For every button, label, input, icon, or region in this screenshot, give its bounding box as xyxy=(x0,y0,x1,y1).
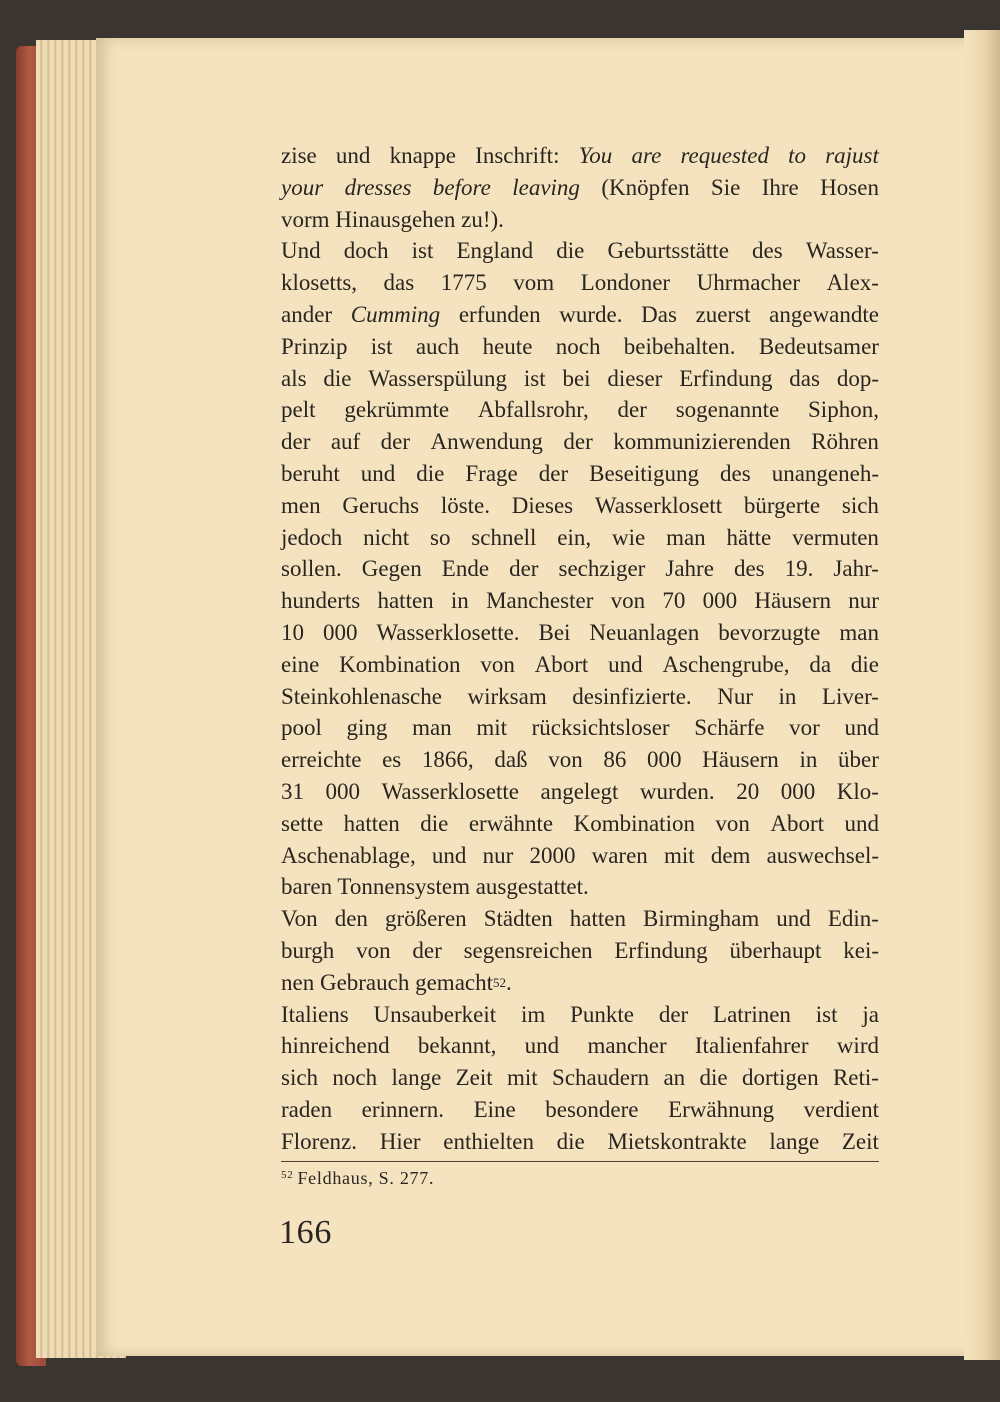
word: mit xyxy=(507,1065,538,1091)
word: Wasserspülung xyxy=(368,365,508,391)
text-line xyxy=(281,840,879,872)
word: die xyxy=(420,810,449,836)
word: auch xyxy=(415,333,460,359)
word: Nur xyxy=(717,683,753,709)
text-line xyxy=(281,235,879,267)
text-segment: baren Tonnensystem ausgestattet. xyxy=(281,874,589,900)
word: daß xyxy=(494,747,528,773)
word: ja xyxy=(862,1001,879,1027)
word: der xyxy=(509,556,539,582)
word: rücksichtsloser xyxy=(531,715,670,741)
footnote-rule xyxy=(281,1161,879,1162)
text-line xyxy=(281,1030,879,1062)
word: die xyxy=(323,365,352,391)
word: Abort xyxy=(770,810,825,836)
word: Kombination xyxy=(573,810,695,836)
word: Hier xyxy=(379,1128,421,1154)
word: Von xyxy=(281,906,318,932)
word: 000 xyxy=(325,778,361,804)
word: Siphon, xyxy=(808,397,879,423)
text-line xyxy=(281,426,879,458)
word: Italiens xyxy=(281,1001,349,1027)
text-line xyxy=(281,712,879,744)
word: eine xyxy=(281,651,320,677)
word: der xyxy=(380,429,411,455)
text-line xyxy=(281,808,879,840)
word: nur xyxy=(848,588,879,614)
word: dem xyxy=(710,842,751,868)
word: Sie xyxy=(710,174,741,200)
word: Städten xyxy=(483,906,553,932)
word: Bedeutsamer xyxy=(758,333,879,359)
text-line xyxy=(281,522,879,554)
word: Abort xyxy=(534,651,589,677)
word: das xyxy=(383,270,415,296)
word: Cumming xyxy=(350,301,441,327)
word: Erwähnung xyxy=(668,1096,775,1122)
word: Geruchs xyxy=(342,492,420,518)
word: You xyxy=(578,143,613,168)
word: sogenannte xyxy=(675,397,780,423)
word: bevorzugte xyxy=(718,619,821,645)
word: wie xyxy=(612,524,646,550)
word: und xyxy=(335,143,371,168)
word: Beseitigung xyxy=(589,460,700,486)
word: doch xyxy=(343,238,389,264)
text-line xyxy=(281,267,879,299)
word: der xyxy=(538,460,569,486)
word: Neuanlagen xyxy=(589,619,700,645)
word: das xyxy=(789,365,820,391)
word: noch xyxy=(555,333,601,359)
word: hatten xyxy=(377,588,434,614)
text-line xyxy=(281,363,879,395)
footnote-text: Feldhaus, S. 277. xyxy=(297,1168,435,1188)
word: heute xyxy=(482,333,533,359)
word: Inschrift: xyxy=(475,143,560,168)
word: man xyxy=(412,715,452,741)
word: die xyxy=(556,238,585,264)
word: Häusern xyxy=(702,747,779,773)
word: von xyxy=(480,651,515,677)
word: wird xyxy=(836,1033,879,1059)
word: beibehalten. xyxy=(623,333,736,359)
word: sich xyxy=(281,1065,319,1091)
word: Birmingham xyxy=(642,906,760,932)
word: schnell xyxy=(471,524,537,550)
word: bei xyxy=(562,365,591,391)
word: vom xyxy=(513,270,555,296)
word: von xyxy=(548,747,583,773)
word: die xyxy=(699,1065,728,1091)
word: sette xyxy=(281,810,324,836)
word: Wasserklosette xyxy=(381,778,519,804)
text-line xyxy=(281,204,879,236)
text-line xyxy=(281,744,879,776)
word: und xyxy=(524,1033,560,1059)
word: die xyxy=(416,460,445,486)
word: des xyxy=(733,556,765,582)
word: größeren xyxy=(384,906,467,932)
word: angewandte xyxy=(769,301,879,327)
word: ist xyxy=(411,238,434,264)
word: im xyxy=(521,1001,546,1027)
text-line xyxy=(281,1094,879,1126)
word: Edin- xyxy=(827,906,879,932)
word: 000 xyxy=(322,619,358,645)
word: 86 xyxy=(603,747,627,773)
text-line xyxy=(281,967,879,999)
word: Alex- xyxy=(826,270,879,296)
word: ging xyxy=(346,715,388,741)
word: Hosen xyxy=(820,174,879,200)
word: sollen. xyxy=(281,556,342,582)
word: jedoch xyxy=(281,524,343,550)
word: Wasserklosette. xyxy=(376,619,520,645)
word: und xyxy=(776,906,811,932)
text-line xyxy=(281,649,879,681)
word: 000 xyxy=(780,778,816,804)
word: man xyxy=(666,524,706,550)
word: angelegt xyxy=(540,778,619,804)
word: noch xyxy=(332,1065,378,1091)
word: Mietskontrakte xyxy=(607,1128,747,1154)
text-line xyxy=(281,1126,879,1158)
word: enthielten xyxy=(443,1128,534,1154)
text-line xyxy=(281,585,879,617)
word: Punkte xyxy=(570,1001,634,1027)
word: Liver- xyxy=(821,683,879,709)
text-line xyxy=(281,140,879,172)
word: über xyxy=(838,747,879,773)
word: Gegen xyxy=(361,556,422,582)
word: auf xyxy=(330,429,361,455)
word: ander xyxy=(281,301,333,327)
word: klosetts, xyxy=(281,270,358,296)
word: und xyxy=(431,842,467,868)
word: knappe xyxy=(389,143,456,168)
word: überhaupt xyxy=(729,937,822,963)
footnote xyxy=(281,1168,434,1189)
word: your xyxy=(281,174,324,200)
word: 20 xyxy=(736,778,760,804)
word: 10 xyxy=(281,619,304,645)
word: des xyxy=(720,460,751,486)
word: verdient xyxy=(803,1096,879,1122)
word: hatten xyxy=(343,810,400,836)
word: an xyxy=(663,1065,686,1091)
word: Anwendung xyxy=(430,429,543,455)
word: hinreichend xyxy=(281,1033,390,1059)
text-line xyxy=(281,172,879,204)
word: Häusern xyxy=(754,588,831,614)
word: men xyxy=(281,492,321,518)
word: bekannt, xyxy=(417,1033,497,1059)
text-line xyxy=(281,871,879,903)
word: löste. xyxy=(440,492,491,518)
word: 19. xyxy=(784,556,814,582)
text-segment: vorm Hinausgehen zu!). xyxy=(281,206,504,232)
word: Bei xyxy=(538,619,571,645)
word: Aschenablage, xyxy=(281,842,416,868)
word: da xyxy=(809,651,832,677)
word: erfunden xyxy=(458,301,541,327)
word: der xyxy=(617,397,647,423)
footnote-marker: 52 xyxy=(281,1169,294,1181)
word: wirksam xyxy=(467,683,547,709)
word: wurden. xyxy=(639,778,715,804)
gutter-edge xyxy=(964,30,1000,1360)
word: vor xyxy=(789,715,820,741)
word: mit xyxy=(663,842,695,868)
word: Und xyxy=(281,238,321,264)
text-line xyxy=(281,299,879,331)
word: besondere xyxy=(545,1096,639,1122)
word: lange xyxy=(391,1065,442,1091)
word: von xyxy=(356,937,391,963)
word: so xyxy=(430,524,451,550)
word: segensreichen xyxy=(463,937,593,963)
word: burgh xyxy=(281,937,335,963)
text-line xyxy=(281,903,879,935)
word: der xyxy=(563,429,593,455)
word: nur xyxy=(482,842,514,868)
word: Erfindung xyxy=(679,365,773,391)
word: dieser xyxy=(607,365,663,391)
word: mit xyxy=(476,715,507,741)
word: Kombination xyxy=(339,651,461,677)
word: Manchester xyxy=(486,588,594,614)
word: unangeneh- xyxy=(771,460,879,486)
word: Londoner xyxy=(580,270,671,296)
word: 000 xyxy=(647,747,682,773)
word: gekrümmte xyxy=(344,397,450,423)
word: Unsauberkeit xyxy=(373,1001,497,1027)
word: und xyxy=(844,810,879,836)
word: man xyxy=(839,619,879,645)
word: ist xyxy=(370,333,393,359)
word: desinfizierte. xyxy=(572,683,692,709)
word: die xyxy=(556,1128,585,1154)
word: hatten xyxy=(569,906,626,932)
text-line xyxy=(281,458,879,490)
word: requested xyxy=(680,143,770,168)
word: in xyxy=(799,747,818,773)
word: pelt xyxy=(281,397,316,423)
text-segment: nen Gebrauch gemacht xyxy=(281,969,494,995)
word: und xyxy=(608,651,643,677)
word: bürgerte xyxy=(743,492,821,518)
word: erreichte xyxy=(281,747,362,773)
word: Abfallsrohr, xyxy=(477,397,589,423)
word: es xyxy=(382,747,402,773)
word: 1866, xyxy=(421,747,474,773)
word: Aschengrube, xyxy=(662,651,790,677)
footnote-reference[interactable]: 52 xyxy=(493,974,507,990)
word: lange xyxy=(769,1128,820,1154)
word: sechziger xyxy=(558,556,646,582)
word: kei- xyxy=(843,937,879,963)
word: are xyxy=(631,143,662,168)
word: before xyxy=(432,174,491,200)
word: rajust xyxy=(825,143,879,168)
word: des xyxy=(752,238,783,264)
word: Wasserklosett xyxy=(594,492,723,518)
word: Reti- xyxy=(832,1065,879,1091)
word: Jahr- xyxy=(833,556,879,582)
word: zise xyxy=(281,143,317,168)
word: Dieses xyxy=(511,492,574,518)
text-line xyxy=(281,999,879,1031)
word: 1775 xyxy=(440,270,487,296)
word: Zeit xyxy=(841,1128,879,1154)
text-line xyxy=(281,490,879,522)
word: und xyxy=(844,715,879,741)
word: in xyxy=(778,683,797,709)
word: der xyxy=(658,1001,689,1027)
word: Latrinen xyxy=(713,1001,791,1027)
word: Uhrmacher xyxy=(696,270,801,296)
word: vermuten xyxy=(792,524,879,550)
word: Das xyxy=(641,301,677,327)
word: Ende xyxy=(441,556,490,582)
word: 000 xyxy=(702,588,738,614)
word: Prinzip xyxy=(281,333,348,359)
word: 31 xyxy=(281,778,304,804)
word: Frage xyxy=(465,460,518,486)
text-line xyxy=(281,681,879,713)
word: Italienfahrer xyxy=(694,1033,809,1059)
word: ist xyxy=(815,1001,838,1027)
word: England xyxy=(456,238,534,264)
word: von xyxy=(715,810,750,836)
word: waren xyxy=(591,842,648,868)
word: Schärfe xyxy=(694,715,765,741)
text-line xyxy=(281,553,879,585)
text-line xyxy=(281,617,879,649)
word: 70 xyxy=(662,588,686,614)
word: von xyxy=(610,588,646,614)
word: auswechsel- xyxy=(766,842,879,868)
word: als xyxy=(281,365,307,391)
text-line xyxy=(281,1062,879,1094)
word: dresses xyxy=(344,174,412,200)
word: Röhren xyxy=(811,429,879,455)
word: der xyxy=(281,429,311,455)
page-number: 166 xyxy=(279,1214,333,1251)
text-line xyxy=(281,331,879,363)
word: 2000 xyxy=(529,842,576,868)
word: erinnern. xyxy=(361,1096,445,1122)
text-line xyxy=(281,776,879,808)
word: ist xyxy=(523,365,546,391)
word: Eine xyxy=(473,1096,516,1122)
word: Wasser- xyxy=(805,238,879,264)
word: dop- xyxy=(836,365,879,391)
word: Ihre xyxy=(761,174,799,200)
word: Jahre xyxy=(665,556,714,582)
word: und xyxy=(360,460,396,486)
word: hätte xyxy=(726,524,772,550)
word: Florenz. xyxy=(281,1128,358,1154)
word: dortigen xyxy=(741,1065,819,1091)
text-line xyxy=(281,935,879,967)
word: wurde. xyxy=(559,301,623,327)
word: zuerst xyxy=(695,301,751,327)
body-text xyxy=(281,140,879,1158)
word: den xyxy=(334,906,368,932)
word: nicht xyxy=(363,524,410,550)
word: kommunizierenden xyxy=(613,429,791,455)
word: mancher xyxy=(587,1033,667,1059)
word: (Knöpfen xyxy=(601,174,690,200)
word: sich xyxy=(841,492,879,518)
word: die xyxy=(850,651,879,677)
word: Klo- xyxy=(836,778,879,804)
word: Zeit xyxy=(455,1065,493,1091)
text-segment: . xyxy=(506,969,512,995)
text-line xyxy=(281,394,879,426)
word: raden xyxy=(281,1096,333,1122)
word: Steinkohlenasche xyxy=(281,683,442,709)
word: Schaudern xyxy=(552,1065,650,1091)
word: der xyxy=(412,937,442,963)
word: Geburtsstätte xyxy=(607,238,729,264)
word: leaving xyxy=(512,174,580,200)
word: erwähnte xyxy=(468,810,554,836)
word: pool xyxy=(281,715,322,741)
word: in xyxy=(450,588,469,614)
word: Erfindung xyxy=(614,937,708,963)
word: hunderts xyxy=(281,588,361,614)
word: to xyxy=(788,143,807,168)
word: beruht xyxy=(281,460,340,486)
word: ein, xyxy=(557,524,592,550)
